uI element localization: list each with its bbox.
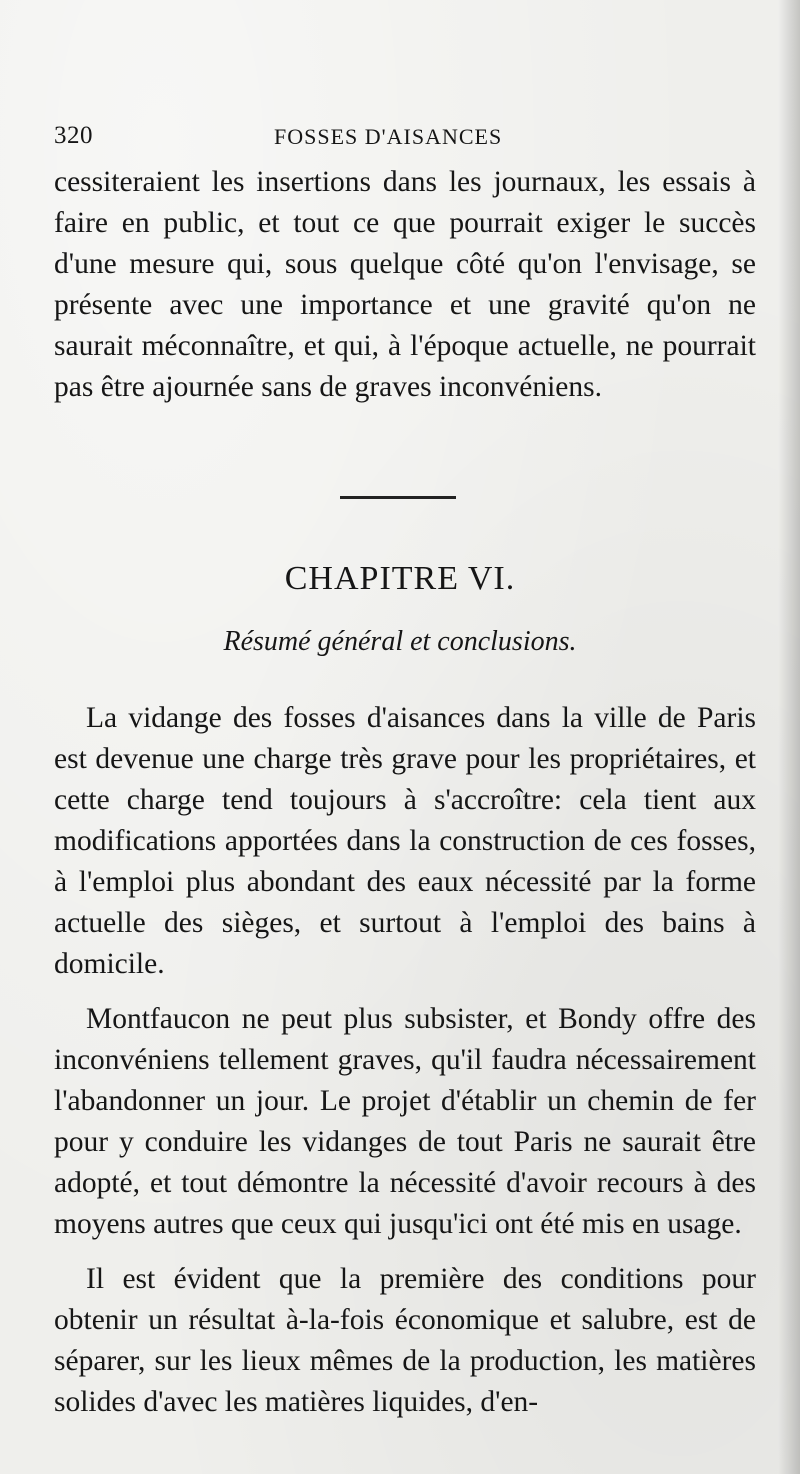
paragraph-continuation: cessiteraient les insertions dans les journaux, les essais à faire en public, et tout ce que pourrait exiger le succès d'une mesure qui, sous quelque côté qu'on l'envisage, se présente avec une importance et une gravité qu'on ne saurait méconnaître, et qui, à l'époque actuelle, ne pourrait pas être ajournée sans de graves inconvéniens. [54, 166, 756, 403]
paragraph: Montfaucon ne peut plus subsister, et Bondy offre des inconvéniens tellement graves, qu'il faudra nécessairement l'abandonner un jour. Le projet d'établir un chemin de fer pour y conduire les vidanges de tout Paris ne saurait être adopté, et tout démontre la nécessité d'avoir recours à des moyens autres que ceux qui jusqu'ici ont été mis en usage. [54, 1003, 756, 1240]
section-divider [340, 496, 456, 499]
page-number: 320 [54, 122, 93, 149]
paragraph: Il est évident que la première des conditions pour obtenir un résultat à-la-fois économique et salubre, est de séparer, sur les lieux mêmes de la production, les matières solides d'avec les matières liquides, d'en- [54, 1263, 756, 1418]
page-header [54, 118, 754, 158]
chapter-body [54, 698, 756, 1423]
paragraph: La vidange des fosses d'aisances dans la ville de Paris est devenue une charge très grave pour les propriétaires, et cette charge tend toujours à s'accroître: cela tient aux modifications apportées dans la construction de ces fosses, à l'emploi plus abondant des eaux nécessité par la forme actuelle des sièges, et surtout à l'emploi des bains à domicile. [54, 702, 756, 980]
chapter-subtitle: Résumé général et conclusions. [223, 626, 577, 657]
page-edge-shadow [778, 0, 800, 1474]
chapter-title: CHAPITRE VI. [284, 560, 516, 597]
continued-paragraph [54, 162, 756, 408]
running-head: FOSSES D'AISANCES [274, 124, 503, 149]
